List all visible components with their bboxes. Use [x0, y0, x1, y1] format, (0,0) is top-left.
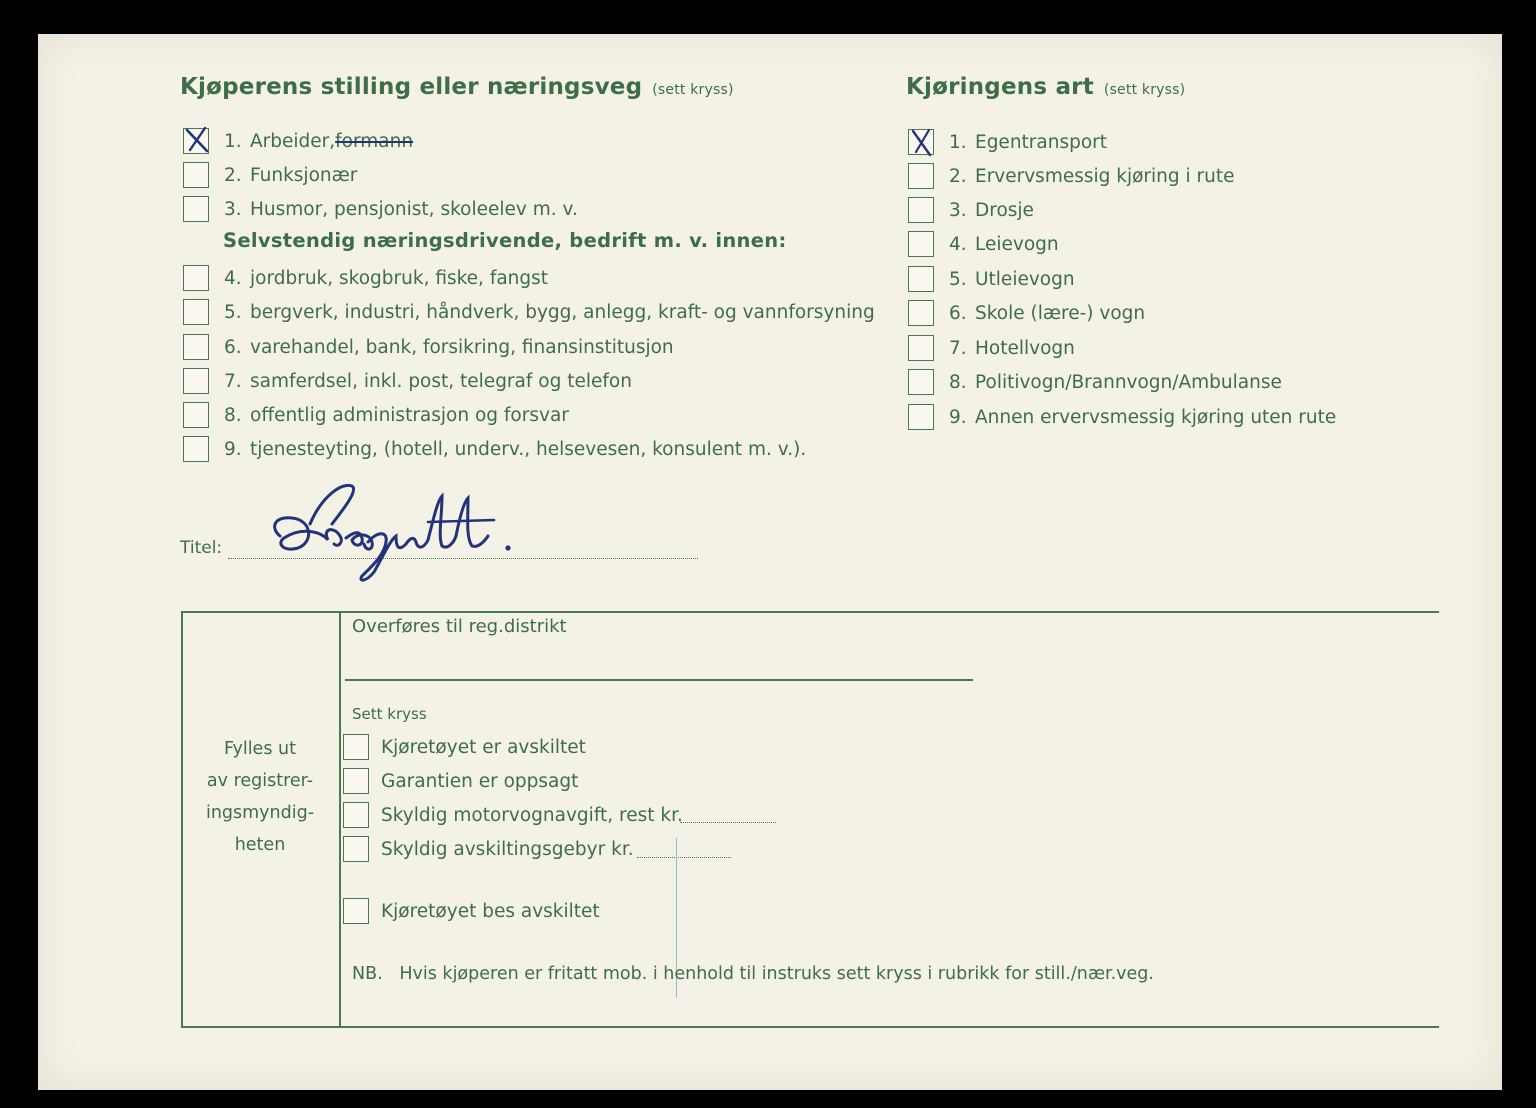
option-label: bergverk, industri, håndverk, bygg, anlegg, kraft- og vannforsyning [250, 301, 875, 323]
checkbox[interactable] [908, 266, 934, 292]
option-number: 3. [224, 198, 242, 220]
checkbox[interactable] [908, 197, 934, 223]
option-number: 2. [224, 164, 242, 186]
occupation-option-6[interactable] [183, 332, 674, 362]
checkbox-checked[interactable] [908, 129, 934, 155]
occupation-option-9[interactable] [183, 434, 806, 464]
heading-title: Kjøringens art [906, 74, 1094, 100]
option-label: Funksjonær [250, 164, 358, 186]
option-number: 9. [949, 406, 967, 428]
option-label: Drosje [975, 199, 1034, 221]
option-number: 7. [949, 337, 967, 359]
option-label: Ervervsmessig kjøring i rute [975, 165, 1235, 187]
option-number: 6. [224, 336, 242, 358]
occupation-option-4[interactable] [183, 263, 548, 293]
registration-frame-divider [339, 611, 341, 1027]
nb-prefix: NB. [352, 964, 383, 984]
option-label: Annen ervervsmessig kjøring uten rute [975, 406, 1337, 428]
authority-instruction [190, 733, 330, 861]
reg-check-deregistered[interactable] [343, 734, 586, 760]
occupation-option-3[interactable] [183, 194, 578, 224]
option-label: Utleievogn [975, 268, 1075, 290]
transfer-district-field[interactable] [345, 679, 973, 681]
option-label: Husmor, pensjonist, skoleelev m. v. [250, 198, 578, 220]
reg-check-plate-fee[interactable] [343, 836, 634, 862]
option-label: Skole (lære-) vogn [975, 302, 1146, 324]
checkbox[interactable] [183, 402, 209, 428]
checkbox[interactable] [183, 368, 209, 394]
vehicle-tax-amount-field[interactable] [680, 822, 776, 823]
check-label: Skyldig avskiltingsgebyr kr. [381, 838, 634, 860]
option-number: 4. [224, 267, 242, 289]
checkbox[interactable] [343, 734, 369, 760]
registration-frame-left [181, 611, 183, 1027]
driving-option-9[interactable] [908, 402, 1336, 432]
x-mark-icon [183, 124, 213, 156]
occupation-option-8[interactable] [183, 400, 569, 430]
option-number: 4. [949, 233, 967, 255]
form-paper [38, 34, 1502, 1090]
reg-check-guarantee[interactable] [343, 768, 578, 794]
checkbox[interactable] [343, 898, 369, 924]
option-label: varehandel, bank, forsikring, finansinstitusjon [250, 336, 674, 358]
option-label: Leievogn [975, 233, 1059, 255]
checkbox[interactable] [908, 369, 934, 395]
checkbox[interactable] [343, 836, 369, 862]
option-label: Politivogn/Brannvogn/Ambulanse [975, 371, 1282, 393]
check-label: Garantien er oppsagt [381, 770, 579, 792]
option-number: 3. [949, 199, 967, 221]
checkbox[interactable] [908, 335, 934, 361]
option-label: Hotellvogn [975, 337, 1075, 359]
sett-kryss-label: Sett kryss [352, 705, 427, 723]
driving-option-4[interactable] [908, 229, 1059, 259]
authority-line: heten [234, 835, 286, 855]
checkbox[interactable] [908, 163, 934, 189]
driving-option-5[interactable] [908, 264, 1075, 294]
driving-option-8[interactable] [908, 367, 1282, 397]
x-mark-icon [908, 125, 938, 159]
option-label: samferdsel, inkl. post, telegraf og telefon [250, 370, 632, 392]
option-number: 1. [949, 131, 967, 153]
reg-check-vehicle-tax[interactable] [343, 802, 683, 828]
checkbox[interactable] [908, 300, 934, 326]
driving-option-6[interactable] [908, 298, 1145, 328]
checkbox[interactable] [183, 299, 209, 325]
authority-line: ingsmyndig- [205, 803, 315, 823]
heading-title: Kjøperens stilling eller næringsveg [180, 74, 643, 100]
option-number: 6. [949, 302, 967, 324]
check-label: Kjøretøyet bes avskiltet [381, 900, 600, 922]
check-label: Kjøretøyet er avskiltet [381, 736, 586, 758]
buyer-occupation-heading [180, 74, 734, 100]
registration-frame-top [181, 611, 1439, 613]
option-number: 5. [224, 301, 242, 323]
checkbox[interactable] [183, 265, 209, 291]
heading-note: (sett kryss) [652, 82, 734, 98]
option-number: 7. [224, 370, 242, 392]
registration-frame-bottom [181, 1026, 1439, 1028]
checkbox[interactable] [183, 196, 209, 222]
driving-option-2[interactable] [908, 161, 1235, 191]
option-number: 9. [224, 438, 242, 460]
occupation-option-5[interactable] [183, 297, 875, 327]
option-label: Arbeider, [250, 130, 336, 152]
driving-option-3[interactable] [908, 195, 1034, 225]
checkbox[interactable] [908, 231, 934, 257]
authority-line: Fylles ut [224, 739, 296, 759]
driving-option-1[interactable] [908, 127, 1107, 157]
checkbox[interactable] [908, 404, 934, 430]
occupation-option-2[interactable] [183, 160, 357, 190]
self-employed-subheading: Selvstendig næringsdrivende, bedrift m. v. innen: [223, 229, 787, 252]
transfer-district-label: Overføres til reg.distrikt [352, 616, 567, 637]
option-label: Egentransport [975, 131, 1108, 153]
heading-note: (sett kryss) [1103, 82, 1186, 98]
driving-type-heading [906, 74, 1185, 100]
checkbox[interactable] [183, 162, 209, 188]
checkbox[interactable] [343, 802, 369, 828]
option-label: jordbruk, skogbruk, fiske, fangst [250, 267, 549, 289]
option-number: 5. [949, 268, 967, 290]
check-label: Skyldig motorvognavgift, rest kr. [381, 804, 683, 826]
occupation-option-1[interactable] [183, 126, 413, 156]
struck-out-text: formann [335, 130, 414, 152]
checkbox[interactable] [343, 768, 369, 794]
option-label: offentlig administrasjon og forsvar [250, 404, 569, 426]
checkbox[interactable] [183, 436, 209, 462]
option-label: tjenesteyting, (hotell, underv., helsevesen, konsulent m. v.). [250, 438, 807, 460]
occupation-option-7[interactable] [183, 366, 632, 396]
option-number: 8. [224, 404, 242, 426]
option-number: 2. [949, 165, 967, 187]
option-number: 8. [949, 371, 967, 393]
authority-line: av registrer- [206, 771, 314, 791]
title-field-label: Titel: [180, 538, 223, 558]
driving-option-7[interactable] [908, 333, 1075, 363]
option-number: 1. [224, 130, 242, 152]
nb-note [352, 964, 1154, 984]
plate-fee-amount-field[interactable] [637, 857, 731, 858]
reg-check-request-deregister[interactable] [343, 898, 600, 924]
checkbox-checked[interactable] [183, 128, 209, 154]
handwritten-title-signature [262, 476, 522, 586]
nb-text: Hvis kjøperen er fritatt mob. i henhold til instruks sett kryss i rubrikk for still./nær.veg. [399, 964, 1154, 984]
checkbox[interactable] [183, 334, 209, 360]
